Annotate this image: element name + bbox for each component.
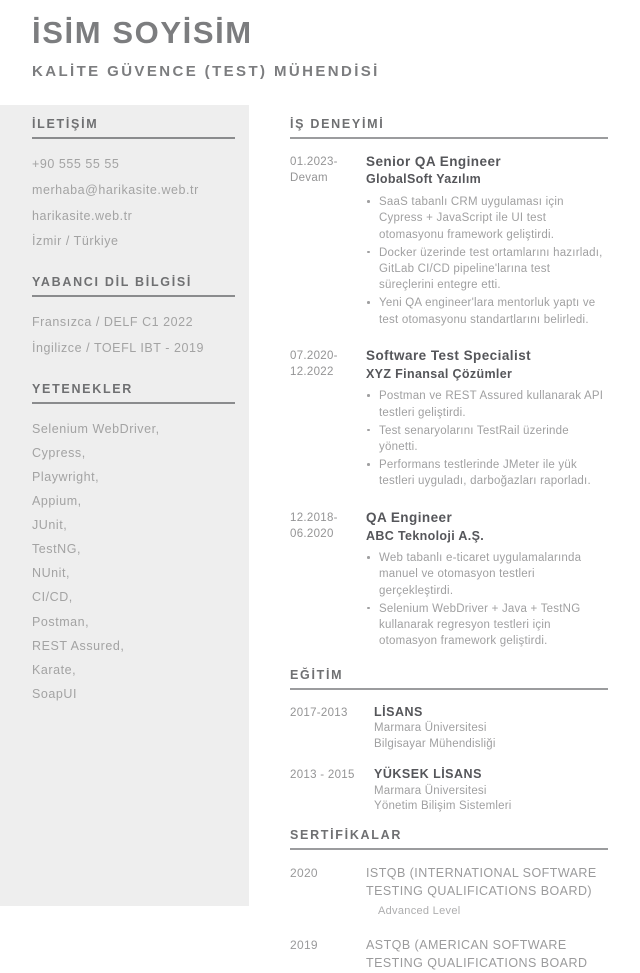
skill-item: CI/CD, xyxy=(32,590,73,605)
contact-location: İzmir / Türkiye xyxy=(32,234,119,249)
entry-organization: ABC Teknoloji A.Ş. xyxy=(366,528,485,543)
experience-entry xyxy=(290,153,608,330)
experience-entry xyxy=(290,509,608,652)
contact-heading: İLETİŞİM xyxy=(32,117,99,131)
sidebar-section-skills xyxy=(32,382,235,707)
entry-body xyxy=(366,509,608,652)
skill-item: Appium, xyxy=(32,493,82,508)
entry-body xyxy=(366,347,608,492)
languages-heading: YABANCI DİL BİLGİSİ xyxy=(32,275,193,289)
skill-item: Postman, xyxy=(32,614,90,629)
education-entry xyxy=(290,766,608,814)
education-entry xyxy=(290,704,608,752)
cv-columns xyxy=(0,105,640,971)
entry-date: 07.2020-12.2022 xyxy=(290,349,338,379)
entry-date: 2017-2013 xyxy=(290,706,348,719)
education-school: Marmara Üniversitesi xyxy=(374,722,487,735)
section-education xyxy=(290,668,608,814)
language-item: Fransızca / DELF C1 2022 xyxy=(32,315,194,329)
contact-phone: +90 555 55 55 xyxy=(32,157,120,171)
page-title: İSİM SOYİSİM xyxy=(32,15,253,50)
entry-bullet: Docker üzerinde test ortamlarını hazırladı, GitLab CI/CD pipeline'larına test süreçlerini entegre etti. xyxy=(366,245,608,294)
entry-role: QA Engineer xyxy=(366,509,453,525)
entry-bullet: Postman ve REST Assured kullanarak API testleri geliştirdi. xyxy=(366,388,608,420)
contact-divider xyxy=(32,137,235,139)
education-degree: LİSANS xyxy=(374,704,423,719)
skill-item: JUnit, xyxy=(32,518,68,532)
education-divider xyxy=(290,688,608,690)
entry-bullet-list xyxy=(366,194,608,328)
education-program: Bilgisayar Mühendisliği xyxy=(374,737,496,750)
entry-date: 2013 - 2015 xyxy=(290,769,355,782)
main-column xyxy=(249,105,640,971)
entry-role: Senior QA Engineer xyxy=(366,153,502,169)
contact-website: harikasite.web.tr xyxy=(32,208,133,223)
entry-body xyxy=(366,936,608,973)
experience-entry xyxy=(290,347,608,492)
entry-date: 01.2023-Devam xyxy=(290,155,338,184)
entry-organization: GlobalSoft Yazılım xyxy=(366,172,482,187)
entry-date: 2020 xyxy=(290,865,318,880)
certificate-level: Advanced Level xyxy=(378,905,461,918)
skill-item: SoapUI xyxy=(32,686,77,701)
entry-bullet: Performans testlerinde JMeter ile yük testleri uyguladı, darboğazları raporladı. xyxy=(366,457,608,489)
education-degree: YÜKSEK LİSANS xyxy=(374,767,482,782)
certificates-heading: SERTİFİKALAR xyxy=(290,828,403,843)
job-title-subtitle: KALİTE GÜVENCE (TEST) MÜHENDİSİ xyxy=(32,62,380,80)
certificates-divider xyxy=(290,848,608,850)
certificate-entry xyxy=(290,864,608,920)
section-experience xyxy=(290,117,608,651)
cv-header xyxy=(0,0,640,80)
language-item: İngilizce / TOEFL IBT - 2019 xyxy=(32,340,204,355)
languages-divider xyxy=(32,295,235,297)
skill-item: Selenium WebDriver, xyxy=(32,421,160,436)
entry-body xyxy=(374,766,608,814)
sidebar-section-contact xyxy=(32,117,235,255)
skills-divider xyxy=(32,402,235,404)
entry-bullet-list xyxy=(366,388,608,489)
entry-date: 2019 xyxy=(290,937,318,952)
sidebar xyxy=(0,105,249,906)
education-school: Marmara Üniversitesi xyxy=(374,784,487,797)
section-certificates xyxy=(290,828,608,972)
skill-item: NUnit, xyxy=(32,566,71,581)
entry-role: Software Test Specialist xyxy=(366,347,532,363)
experience-divider xyxy=(290,137,608,139)
entry-date: 12.2018-06.2020 xyxy=(290,511,338,540)
entry-body xyxy=(366,864,608,920)
skill-item: Karate, xyxy=(32,662,77,677)
education-program: Yönetim Bilişim Sistemleri xyxy=(374,799,512,812)
contact-email: merhaba@harikasite.web.tr xyxy=(32,182,199,197)
entry-bullet: Yeni QA engineer'lara mentorluk yaptı ve test otomasyonu standartlarını belirledi. xyxy=(366,295,608,327)
skills-heading: YETENEKLER xyxy=(32,381,134,396)
sidebar-section-languages xyxy=(32,275,235,362)
skill-item: Cypress, xyxy=(32,445,86,460)
certificate-entry xyxy=(290,936,608,973)
entry-bullet-list xyxy=(366,550,608,649)
certificate-name: ASTQB (AMERICAN SOFTWARE TESTING QUALIFICATIONS BOARD xyxy=(366,937,588,971)
skill-item: REST Assured, xyxy=(32,638,125,653)
entry-bullet: Test senaryolarını TestRail üzerinde yönetti. xyxy=(366,423,608,455)
entry-organization: XYZ Finansal Çözümler xyxy=(366,366,513,381)
entry-body xyxy=(366,153,608,330)
education-heading: EĞİTİM xyxy=(290,668,344,683)
certificate-name: ISTQB (INTERNATIONAL SOFTWARE TESTING QUALIFICATIONS BOARD) xyxy=(366,865,597,898)
entry-body xyxy=(374,704,608,752)
skill-item: Playwright, xyxy=(32,469,100,484)
entry-bullet: Web tabanlı e-ticaret uygulamalarında manuel ve otomasyon testleri gerçekleştirdi. xyxy=(366,550,608,599)
entry-bullet: Selenium WebDriver + Java + TestNG kullanarak regresyon testleri için otomasyon framework geliştirdi. xyxy=(366,601,608,650)
skill-item: TestNG, xyxy=(32,542,81,557)
experience-heading: İŞ DENEYİMİ xyxy=(290,117,385,131)
entry-bullet: SaaS tabanlı CRM uygulaması için Cypress + JavaScript ile UI test otomasyonu framework geliştirdi. xyxy=(366,194,608,243)
